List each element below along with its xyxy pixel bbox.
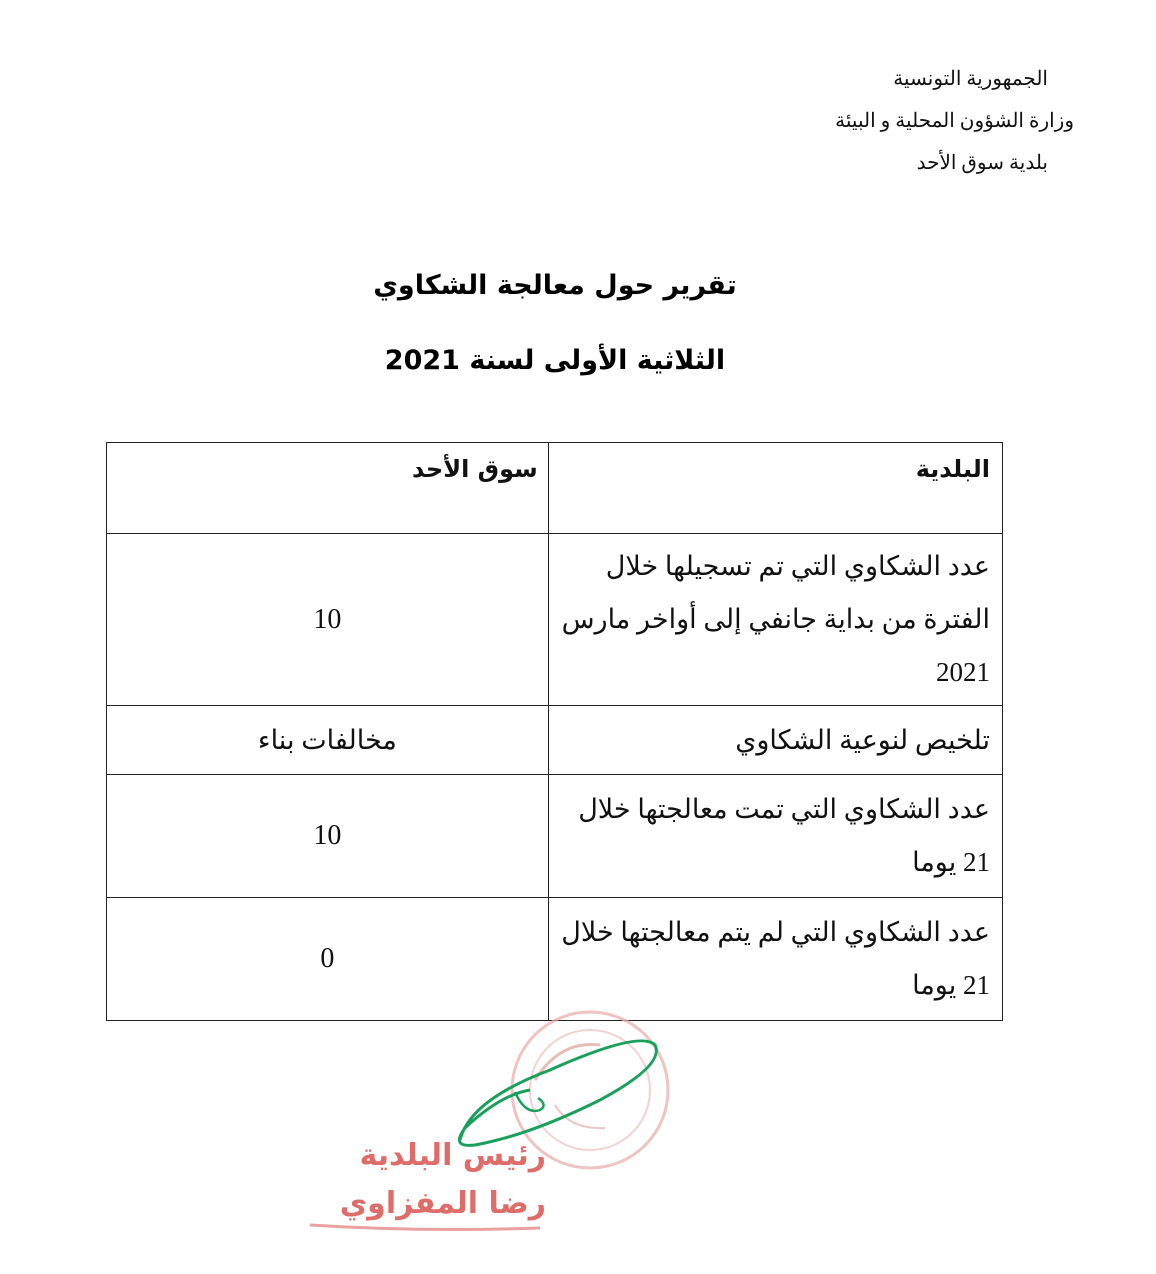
- table-row: [107, 898, 1003, 1021]
- row-label: عدد الشكاوي التي لم يتم معالجتها خلال 21 يوما: [548, 898, 1002, 1021]
- row-value: 10: [107, 534, 549, 706]
- row-value: مخالفات بناء: [107, 706, 549, 775]
- table-row: [107, 775, 1003, 898]
- ministry-line: وزارة الشؤون المحلية و البيئة: [835, 110, 1074, 132]
- row-value: 0: [107, 898, 549, 1021]
- table-row: [107, 534, 1003, 706]
- complaints-table: [106, 442, 1003, 1021]
- report-period: الثلاثية الأولى لسنة 2021: [384, 345, 726, 376]
- republic-line: الجمهورية التونسية: [893, 68, 1048, 90]
- row-label: تلخيص لنوعية الشكاوي: [548, 706, 1002, 775]
- header-value-cell: سوق الأحد: [107, 443, 549, 534]
- header-label-cell: البلدية: [548, 443, 1002, 534]
- row-value: 10: [107, 775, 549, 898]
- table-header-row: [107, 443, 1003, 534]
- municipality-line: بلدية سوق الأحد: [916, 152, 1048, 174]
- row-label: عدد الشكاوي التي تم تسجيلها خلال الفترة من بداية جانفي إلى أواخر مارس 2021: [548, 534, 1002, 706]
- row-label: عدد الشكاوي التي تمت معالجتها خلال 21 يوما: [548, 775, 1002, 898]
- signature-name: رضا المفزاوي: [339, 1186, 546, 1221]
- letterhead: [835, 58, 1074, 184]
- report-title: تقرير حول معالجة الشكاوي: [373, 270, 737, 301]
- table-row: [107, 706, 1003, 775]
- signature-title: رئيس البلدية: [359, 1138, 546, 1173]
